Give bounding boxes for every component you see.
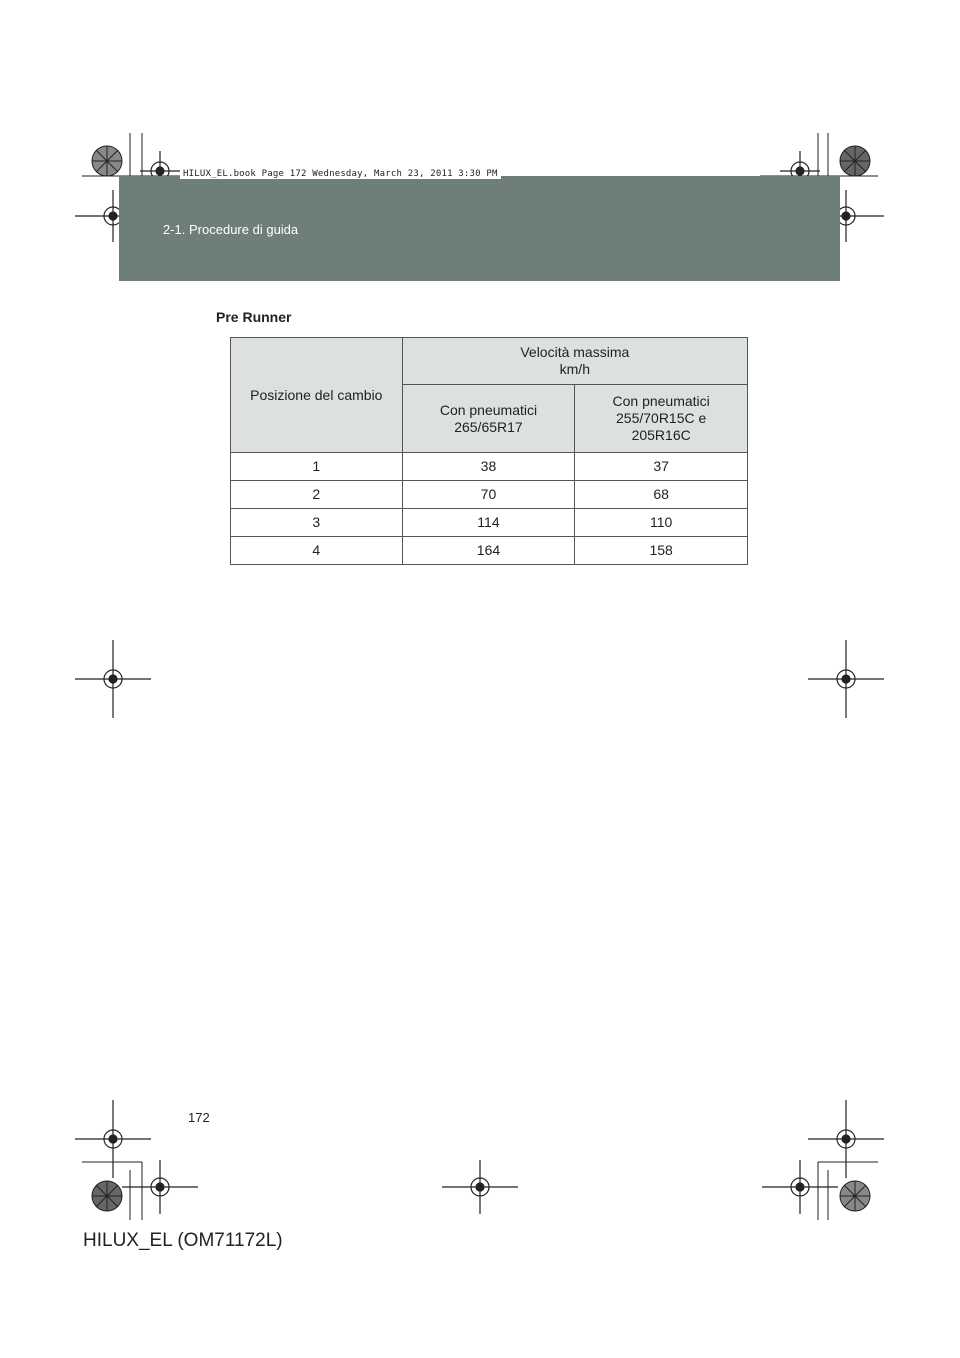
subsection-title: Pre Runner (216, 309, 292, 325)
starburst-mark-icon (92, 146, 122, 176)
speed-cell: 114 (402, 509, 575, 537)
speed-cell: 70 (402, 481, 575, 509)
speed-cell: 38 (402, 453, 575, 481)
registration-target-icon (808, 640, 884, 718)
registration-target-icon (75, 640, 151, 718)
gear-cell: 1 (231, 453, 403, 481)
registration-target-icon (75, 1100, 151, 1178)
page-number: 172 (188, 1110, 210, 1125)
table-row (231, 509, 748, 537)
section-title: 2-1. Procedure di guida (163, 222, 299, 237)
book-stamp: HILUX_EL.book Page 172 Wednesday, March 23, 2011 3:30 PM (180, 169, 501, 179)
registration-target-icon (762, 1160, 838, 1214)
starburst-mark-icon (840, 146, 870, 176)
registration-target-icon (808, 1100, 884, 1178)
document-id: HILUX_EL (OM71172L) (83, 1230, 283, 1251)
table-row (231, 481, 748, 509)
max-speed-table (230, 337, 748, 565)
gear-cell: 3 (231, 509, 403, 537)
speed-cell: 158 (575, 537, 748, 565)
max-speed-header: Velocità massima km/h (402, 338, 747, 385)
table-row (231, 453, 748, 481)
registration-target-icon (122, 1160, 198, 1214)
gear-position-header: Posizione del cambio (231, 338, 403, 453)
table-header-row (231, 338, 748, 385)
registration-target-icon (442, 1160, 518, 1214)
tyre-b-header: Con pneumatici 255/70R15C e 205R16C (575, 385, 748, 453)
speed-cell: 164 (402, 537, 575, 565)
gear-cell: 2 (231, 481, 403, 509)
speed-cell: 37 (575, 453, 748, 481)
tyre-a-header: Con pneumatici 265/65R17 (402, 385, 575, 453)
starburst-mark-icon (92, 1181, 122, 1211)
starburst-mark-icon (840, 1181, 870, 1211)
speed-cell: 68 (575, 481, 748, 509)
table-row (231, 537, 748, 565)
gear-cell: 4 (231, 537, 403, 565)
speed-cell: 110 (575, 509, 748, 537)
